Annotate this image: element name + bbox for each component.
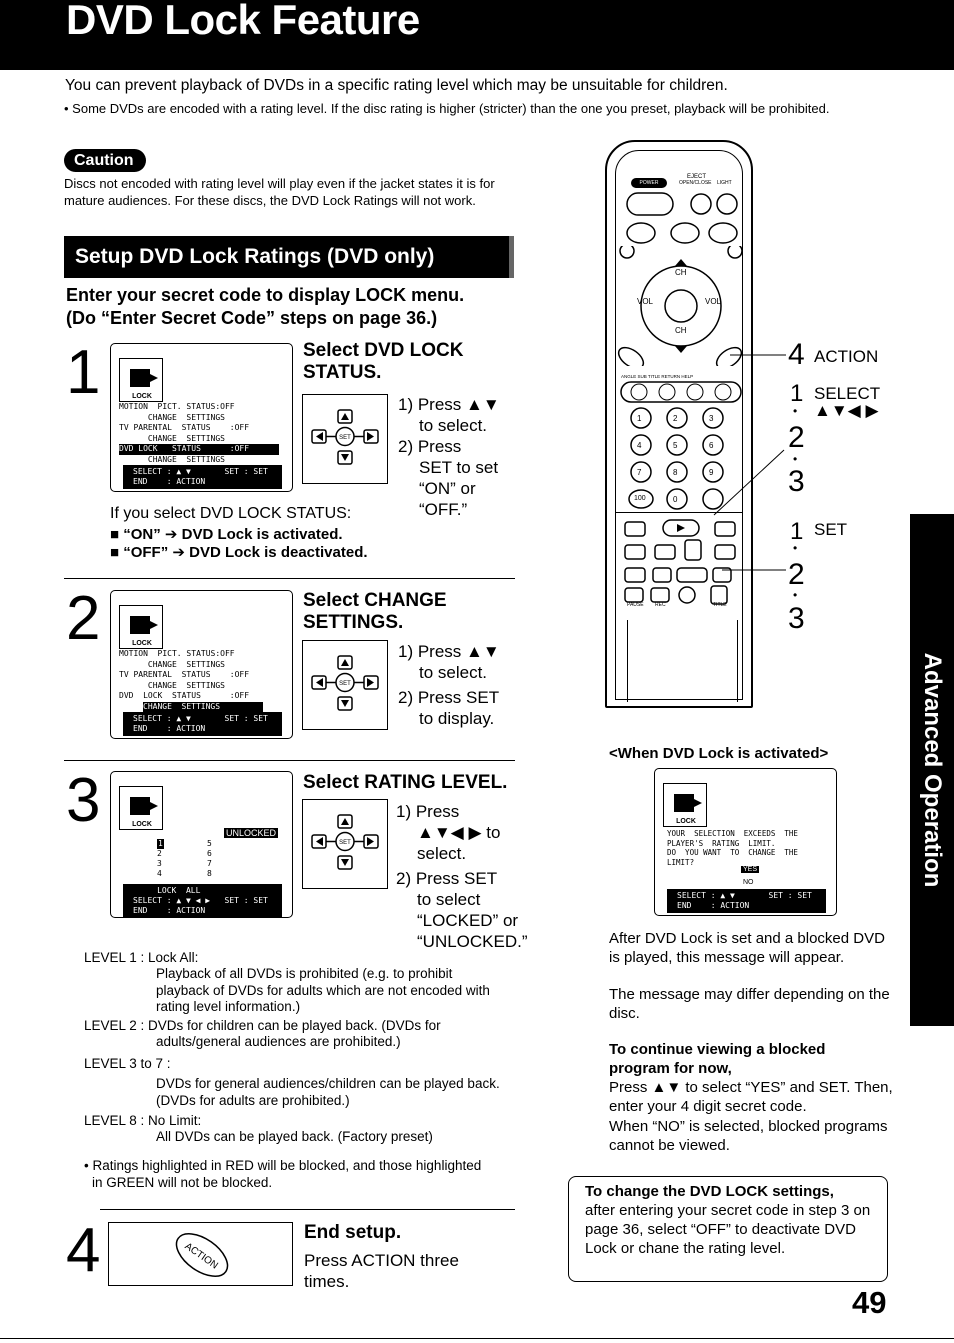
step-4-title: End setup. [304, 1222, 402, 1243]
step-2-screen [110, 590, 293, 739]
pause-label: PAUSE [627, 602, 644, 608]
vol-up-label: VOL [705, 297, 722, 306]
step-1-number: 1 [66, 338, 101, 407]
function-row-label: ANGLE SUB TITLE RETURN HELP [621, 374, 694, 379]
ch-down-label: CH [675, 326, 687, 335]
key-5: 5 [673, 441, 678, 450]
callout-4: 4 [788, 338, 805, 371]
note-heading: To change the DVD LOCK settings, [585, 1183, 834, 1200]
callout-lines [700, 340, 790, 580]
dot: • [793, 588, 798, 602]
level-column-2: 5 6 7 8 [207, 839, 212, 878]
bottom-line [0, 1338, 954, 1339]
activated-after-text: After DVD Lock is set and a blocked DVD is played, this message will appear. [609, 930, 885, 966]
step-4-box [108, 1222, 293, 1286]
ratings-note: • Ratings highlighted in RED will be blocked, and those highlighted in GREEN will not be blocked. [84, 1158, 482, 1190]
level-2-heading: LEVEL 2 : DVDs for children can be played back. (DVDs for [84, 1018, 441, 1033]
remote-line [627, 620, 628, 702]
activated-message: YOUR SELECTION EXCEEDS THE PLAYER'S RATING LIMIT. DO YOU WANT TO CHANGE THE LIMIT? [667, 829, 798, 867]
dpad-diagram-1 [302, 394, 388, 484]
lock-icon: LOCK [663, 783, 707, 827]
callout-3b: 3 [788, 602, 805, 635]
menu-highlight: CHANGE SETTINGS [143, 702, 263, 713]
lock-icon: LOCK [119, 605, 163, 649]
dot: • [793, 404, 798, 418]
step-3-instructions: 1) Press ▲▼◀ ▶ to select. 2) Press SET to select “LOCKED” or “UNLOCKED.” [396, 802, 528, 951]
select-label: SELECT [814, 384, 881, 403]
action-label: ACTION [814, 347, 879, 366]
light-label: LIGHT [717, 180, 732, 186]
key-2: 2 [673, 414, 678, 423]
step-2-title: Select CHANGE SETTINGS. [303, 590, 447, 633]
remote-line [737, 620, 738, 702]
divider [64, 760, 515, 761]
callout-1b: 1 [790, 518, 804, 545]
action-label: ACTION [182, 1240, 220, 1272]
step-3-screen [110, 771, 293, 918]
mode-buttons-icon [619, 220, 743, 246]
key-4: 4 [637, 441, 642, 450]
intro-text: You can prevent playback of DVDs in a specific rating level which may be unsuitable for children. [65, 77, 728, 94]
key-3: 3 [709, 414, 714, 423]
menu-highlight: DVD LOCK STATUS :OFF [119, 444, 279, 455]
ch-up-label: CH [675, 268, 687, 277]
note-body: after entering your secret code in step 3 on page 36, select “OFF” to deactivate DVD Lock or chane the rating level. [585, 1202, 871, 1257]
key-1: 1 [637, 414, 642, 423]
activated-screen [654, 768, 837, 916]
level-2-body: adults/general audiences are prohibited.) [156, 1034, 401, 1049]
level-8-heading: LEVEL 8 : No Limit: [84, 1113, 202, 1128]
step-2-menu-footer: SELECT : ▲ ▼ SET : SET END : ACTION [123, 712, 282, 736]
step-3-menu-footer: LOCK ALL SELECT : ▲ ▼ ◀ ▶ SET : SET END : ACTION [123, 884, 282, 918]
enter-secret-instruction [66, 284, 536, 330]
step-2-number: 2 [66, 584, 101, 653]
dpad-icon [303, 800, 389, 890]
step-1-screen [110, 343, 293, 492]
step-1-on-text: ■ “ON” ➔ DVD Lock is activated. [110, 526, 343, 543]
intro-note: • Some DVDs are encoded with a rating level. If the disc rating is higher (stricter) than the one you preset, playback will be prohibited. [64, 101, 830, 116]
power-button: POWER [631, 178, 667, 188]
change-settings-note [568, 1176, 888, 1282]
key-100: 100 [634, 495, 646, 502]
activated-menu-footer: SELECT : ▲ ▼ SET : SET END : ACTION [667, 889, 826, 913]
set-label: SET [339, 840, 351, 846]
key-6: 6 [709, 441, 714, 450]
page-header [0, 0, 954, 70]
vol-down-label: VOL [637, 297, 654, 306]
callout-2a: 2 [788, 421, 805, 454]
callout-2b: 2 [788, 558, 805, 591]
key-8: 8 [673, 468, 678, 477]
top-buttons-icon [621, 190, 741, 220]
enter-line-2: (Do “Enter Secret Code” steps on page 36.) [66, 308, 438, 328]
activated-heading: <When DVD Lock is activated> [609, 745, 829, 762]
lock-icon: LOCK [119, 786, 163, 830]
step-4-number: 4 [66, 1216, 101, 1285]
open-close-label: OPEN/CLOSE [679, 180, 712, 186]
action-button-icon [169, 1229, 235, 1281]
activated-differ-text: The message may differ depending on the disc. [609, 986, 890, 1022]
dot: • [793, 452, 798, 466]
page-title: DVD Lock Feature [66, 0, 420, 43]
set-label: SET [339, 435, 351, 441]
divider [100, 1209, 515, 1210]
level-8-body: All DVDs can be played back. (Factory preset) [156, 1129, 433, 1144]
step-1-menu-footer: SELECT : ▲ ▼ SET : SET END : ACTION [123, 465, 282, 489]
level-1-body: Playback of all DVDs is prohibited (e.g. to prohibit playback of DVDs for adults which are not encoded with rating level information.) [156, 966, 490, 1014]
step-3-title: Select RATING LEVEL. [303, 772, 508, 793]
divider [64, 578, 515, 579]
unlocked-badge: UNLOCKED [226, 828, 277, 838]
step-1-title: Select DVD LOCK STATUS. [303, 340, 464, 383]
caution-badge: Caution [64, 149, 146, 172]
step-1-menu: MOTION PICT. STATUS:OFF CHANGE SETTINGS TV PARENTAL STATUS :OFF CHANGE SETTINGS DVD LOCK STATUS :OFF CHANGE SETTINGS [119, 402, 279, 465]
dpad-diagram-3 [302, 799, 388, 889]
step-1-instructions: 1) Press ▲▼ to select. 2) Press SET to set “ON” or “OFF.” [398, 395, 500, 519]
step-2-menu: MOTION PICT. STATUS:OFF CHANGE SETTINGS TV PARENTAL STATUS :OFF CHANGE SETTINGS DVD LOCK STATUS :OFF CHANGE SETTINGS [119, 649, 263, 712]
dpad-icon [303, 641, 389, 731]
level-3-7-body: DVDs for general audiences/children can be played back. (DVDs for adults are prohibited.) [156, 1076, 500, 1108]
title-label: TITLE [713, 602, 727, 608]
lock-icon: LOCK [119, 358, 163, 402]
key-7: 7 [637, 468, 642, 477]
eject-label: EJECT [687, 174, 707, 180]
step-1-if-text: If you select DVD LOCK STATUS: [110, 505, 352, 522]
setup-heading: Setup DVD Lock Ratings (DVD only) [64, 236, 514, 278]
step-3-number: 3 [66, 766, 101, 835]
key-0: 0 [673, 495, 678, 504]
no-option: NO [743, 879, 754, 886]
step-1-off-text: ■ “OFF” ➔ DVD Lock is deactivated. [110, 544, 368, 561]
set-label: SET [339, 681, 351, 687]
dpad-icon [303, 395, 389, 485]
level-1-heading: LEVEL 1 : Lock All: [84, 950, 199, 965]
enter-line-1: Enter your secret code to display LOCK menu. [66, 285, 465, 305]
yes-option: YES [743, 866, 758, 873]
rec-label: REC [655, 602, 666, 608]
dot: • [793, 541, 798, 555]
callout-1a: 1 [790, 380, 804, 407]
callout-3a: 3 [788, 465, 805, 498]
no-selected-text: When “NO” is selected, blocked programs cannot be viewed. [609, 1118, 888, 1154]
continue-heading: To continue viewing a blocked program for now, [609, 1041, 826, 1077]
page-number: 49 [852, 1285, 887, 1320]
set-label-callout: SET [814, 520, 848, 539]
level-3-7-heading: LEVEL 3 to 7 : [84, 1056, 171, 1071]
select-arrows: ▲▼◀ ▶ [814, 401, 879, 420]
dpad-diagram-2 [302, 640, 388, 730]
step-4-text: Press ACTION three times. [304, 1251, 459, 1291]
continue-body: Press ▲▼ to select “YES” and SET. Then, enter your 4 digit secret code. [609, 1079, 893, 1115]
step-2-instructions: 1) Press ▲▼ to select. 2) Press SET to display. [398, 642, 500, 728]
caution-text: Discs not encoded with rating level will play even if the jacket states it is for mature audiences. For these discs, the DVD Lock Ratings will not work. [64, 176, 495, 208]
level-column-1: 1 2 3 4 [157, 839, 163, 878]
section-side-tab: Advanced Operation [910, 514, 954, 1026]
key-9: 9 [709, 468, 714, 477]
